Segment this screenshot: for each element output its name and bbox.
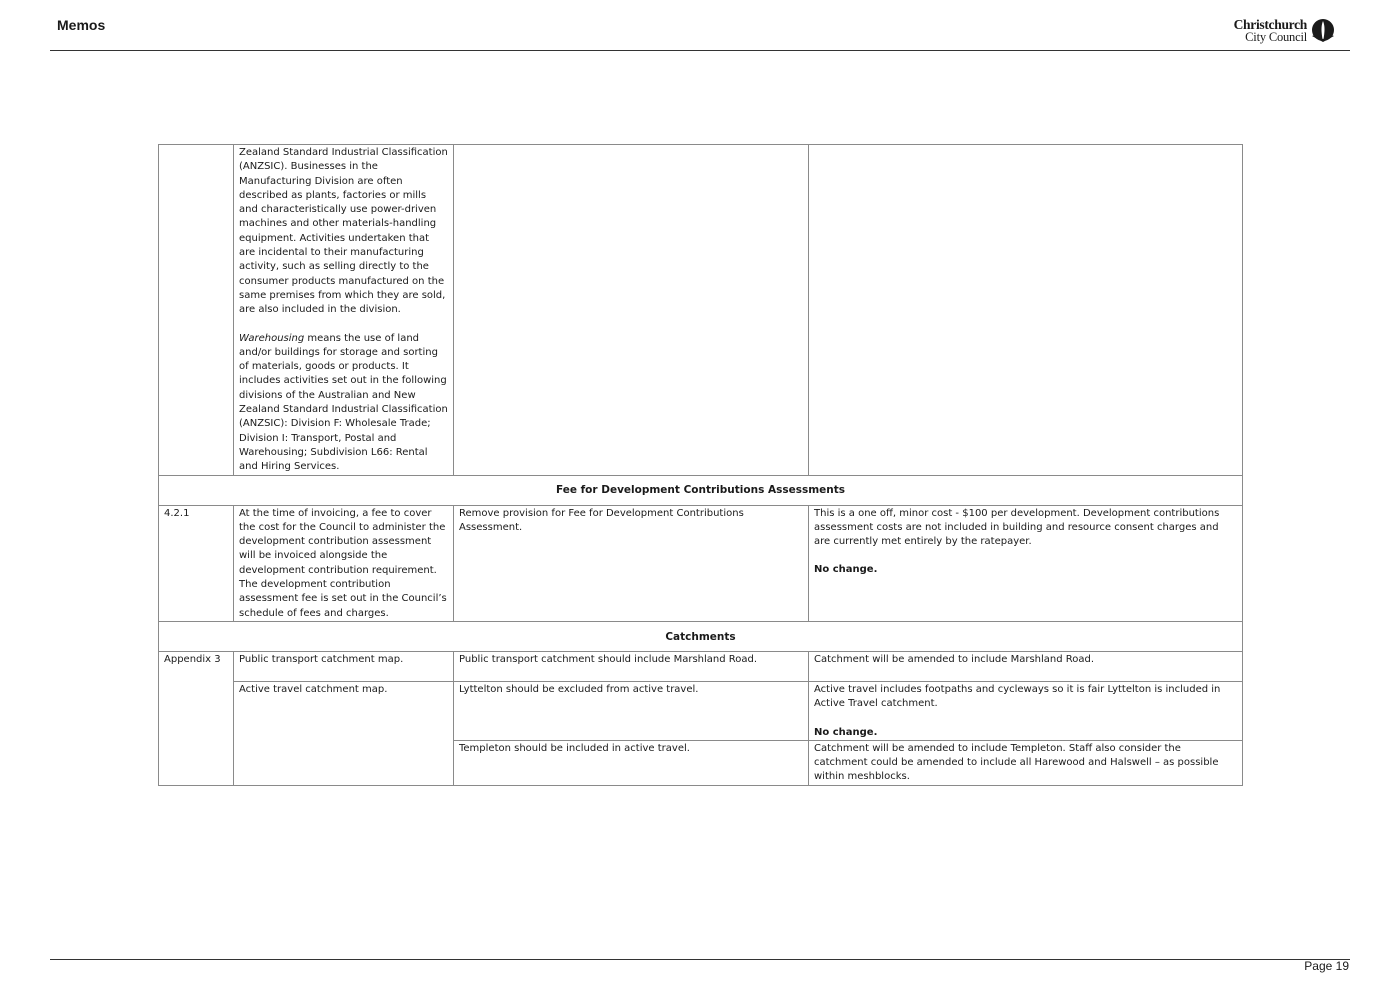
warehousing-definition-text	[239, 332, 448, 475]
page-header-title: Memos	[57, 17, 106, 33]
response-cell	[809, 505, 1243, 621]
page-number: Page 19	[1304, 959, 1349, 973]
table-row	[159, 681, 1243, 740]
provision-cell: Active travel catchment map.	[234, 681, 454, 785]
response-cell: Catchment will be amended to include Marshland Road.	[809, 651, 1243, 681]
fern-leaf-icon	[1310, 18, 1336, 44]
table-row	[159, 145, 1243, 476]
submission-cell	[454, 145, 809, 476]
section-heading-catchments: Catchments	[159, 621, 1243, 651]
response-text: This is a one off, minor cost - $100 per development. Development contributions assessment costs are not included in building and resource consent charges and are currently met entirely by the ratepayer.	[814, 507, 1220, 548]
ref-cell	[159, 145, 234, 476]
provision-cell: Public transport catchment map.	[234, 651, 454, 681]
provision-cell	[234, 145, 454, 476]
decision-text: No change.	[814, 726, 878, 738]
warehousing-term: Warehousing	[239, 332, 305, 344]
provision-cell: At the time of invoicing, a fee to cover the cost for the Council to administer the development contribution assessment will be invoiced alongside the development contribution requirement. The development contribution assessment fee is set out in the Council’s schedule of fees and charges.	[234, 505, 454, 621]
ref-cell: Appendix 3	[159, 651, 234, 785]
table-row	[159, 651, 1243, 681]
submission-cell: Lyttelton should be excluded from active travel.	[454, 681, 809, 740]
logo-line2: City Council	[1245, 30, 1307, 44]
submission-cell: Templeton should be included in active travel.	[454, 740, 809, 785]
footer-divider	[50, 959, 1350, 960]
submission-cell: Remove provision for Fee for Development Contributions Assessment.	[454, 505, 809, 621]
submissions-table	[158, 144, 1243, 786]
logo-text	[1234, 19, 1307, 43]
manufacturing-definition-text: Zealand Standard Industrial Classification (ANZSIC). Businesses in the Manufacturing Division are often described as plants, factories or mills and characteristically use power-driven machines and other materials-handling equipment. Activities undertaken that are incidental to their manufacturing activity, such as selling directly to the consumer products manufactured on the same premises from which they are sold, are also included in the division.	[239, 147, 448, 316]
section-heading-fee: Fee for Development Contributions Assessments	[159, 475, 1243, 505]
decision-text: No change.	[814, 564, 878, 576]
council-logo	[1234, 18, 1336, 44]
response-text: Active travel includes footpaths and cycleways so it is fair Lyttelton is included in Active Travel catchment.	[814, 683, 1221, 710]
table-row	[159, 505, 1243, 621]
response-cell	[809, 681, 1243, 740]
submission-cell: Public transport catchment should include Marshland Road.	[454, 651, 809, 681]
logo-line1: Christchurch	[1233, 17, 1307, 32]
header-divider	[50, 50, 1350, 51]
warehousing-definition-rest: means the use of land and/or buildings for storage and sorting of materials, goods or products. It includes activities set out in the following divisions of the Australian and New Zealand Standard Industrial Classification (ANZSIC): Division F: Wholesale Trade; Division I: Transport, Postal and Warehousing; Subdivision L66: Rental and Hiring Services.	[239, 332, 448, 473]
section-heading-row	[159, 621, 1243, 651]
response-cell: Catchment will be amended to include Templeton. Staff also consider the catchment could be amended to include all Harewood and Halswell – as possible within meshblocks.	[809, 740, 1243, 785]
ref-cell: 4.2.1	[159, 505, 234, 621]
response-cell	[809, 145, 1243, 476]
section-heading-row	[159, 475, 1243, 505]
